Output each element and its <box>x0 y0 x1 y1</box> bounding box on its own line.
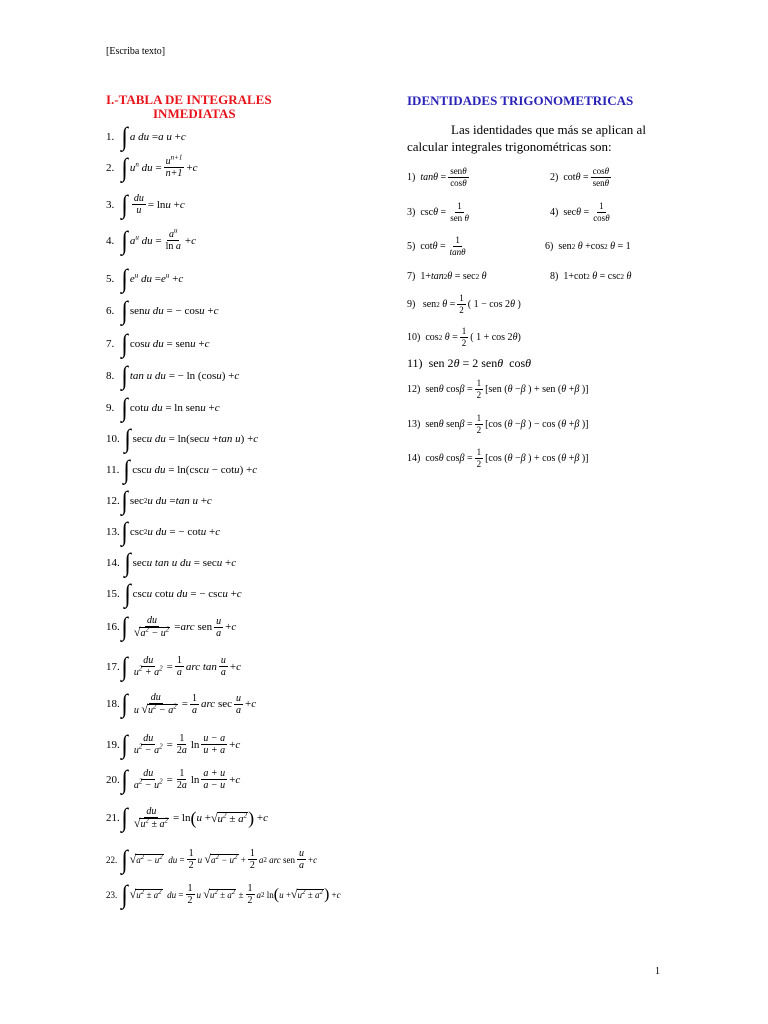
integral-18: 18. ∫ du u $√u^2 - a^2$ = 1 a arc sec u a + c <box>106 689 257 718</box>
integral-4: 4. ∫ $a^u$ du = $a^u$ ln a + c <box>106 225 196 255</box>
integral-8: 8. ∫ tan u du = − ln (cos u ) + c <box>106 361 240 390</box>
integral-15: 15. ∫ csc u cot u du = − csc u + c <box>106 579 242 608</box>
identity-8: 8) 1+cot 2 θ = csc 2 θ <box>550 271 632 282</box>
integral-5: 5. ∫ $e^u$ du = $e^u$ + c <box>106 264 184 293</box>
integral-16: 16. ∫ du $√a^2 - u^2$ = arc sen u a + c <box>106 612 237 641</box>
integral-2: 2. ∫ $u^n$ du = $u^{n+1}$ n+1 + c <box>106 152 198 182</box>
identity-10: 10) cos 2 θ = 1 2 ( 1 + cos 2 θ ) <box>407 326 521 348</box>
integral-21: 21. ∫ du $√u^2 \pm a^2$ = ln ( u + √ $u^2 \pm a^2$ ) + c <box>106 803 268 832</box>
integral-17: 17. ∫ du $u^2 + a^2$ = 1 a arc tan u a + c <box>106 651 242 681</box>
trig-identities-title: IDENTIDADES TRIGONOMETRICAS <box>407 93 634 108</box>
page-header: [Escriba texto] <box>106 46 166 57</box>
integral-1: 1. ∫ a du = a u + c <box>106 122 186 151</box>
integral-11: 11. ∫ csc u du = ln(csc u − cot u ) + c <box>106 455 258 484</box>
integral-13: 13. ∫ csc 2 u du = − cot u + c <box>106 517 221 546</box>
identity-14: 14) cos θ cos β = 1 2 [cos ( θ − β ) + cos ( θ + β )] <box>407 447 589 469</box>
identity-6: 6) sen 2 θ +cos 2 θ = 1 <box>545 241 631 252</box>
identity-5: 5) cot θ = 1 tanθ <box>407 235 466 257</box>
integral-20: 20. ∫ du $a^2 - u^2$ = 1 2a ln a + u a − u + c <box>106 764 241 794</box>
identity-13: 13) sen θ sen β = 1 2 [cos ( θ − β ) − cos ( θ + β )] <box>407 413 589 435</box>
integral-3: 3. ∫ du u = ln u + c <box>106 189 185 219</box>
page-number: 1 <box>655 966 660 977</box>
identities-intro: Las identidades que más se aplican al calcular integrales trigonométricas son: <box>407 122 646 154</box>
title-line-2: INMEDIATAS <box>153 106 236 121</box>
identity-12: 12) sen θ cos β = 1 2 [sen ( θ − β ) + sen ( θ + β )] <box>407 378 589 400</box>
integral-9: 9. ∫ cot u du = ln sen u + c <box>106 393 220 422</box>
integral-10: 10. ∫ sec u du = ln(sec u + tan u ) + c <box>106 424 259 453</box>
integral-12: 12. ∫ sec 2 u du = tan u + c <box>106 486 212 515</box>
integral-7: 7. ∫ cos u du = sen u + c <box>106 329 210 358</box>
identity-1: 1) tanθ = senθ cosθ <box>407 166 467 188</box>
identity-4: 4) sec θ = 1 cosθ <box>550 201 610 223</box>
title-line-1: I.-TABLA DE INTEGRALES <box>106 92 272 107</box>
identity-3: 3) csc θ = 1 sen θ <box>407 201 469 223</box>
integrals-table-title <box>106 93 316 121</box>
integral-23: 23. ∫ √ $u^2 \pm a^2$ du = 1 2 u √ $u^2 \pm a^2$ ± 1 2 a 2 ln ( u + √ $u^2 \pm a^2$ ) + c <box>106 879 341 909</box>
integral-6: 6. ∫ sen u du = − cos u + c <box>106 296 219 325</box>
identity-11: 11) sen 2 θ = 2 sen θ cos θ <box>407 356 532 370</box>
identity-9: 9) sen 2 θ = 1 2 ( 1 − cos 2 θ ) <box>407 293 521 315</box>
integral-19: 19. ∫ du $u^2 - a^2$ = 1 2a ln u − a u + a + c <box>106 729 241 759</box>
identity-2: 2) cot θ = cosθ senθ <box>550 166 610 188</box>
integral-22: 22. ∫ √ $a^2 - u^2$ du = 1 2 u √ $a^2 - u^2$ + 1 2 a 2 arc sen u a + c <box>106 844 318 874</box>
identity-7: 7) 1+ tan 2 θ = sec 2 θ <box>407 271 487 282</box>
integral-14: 14. ∫ sec u tan u du = sec u + c <box>106 548 237 577</box>
